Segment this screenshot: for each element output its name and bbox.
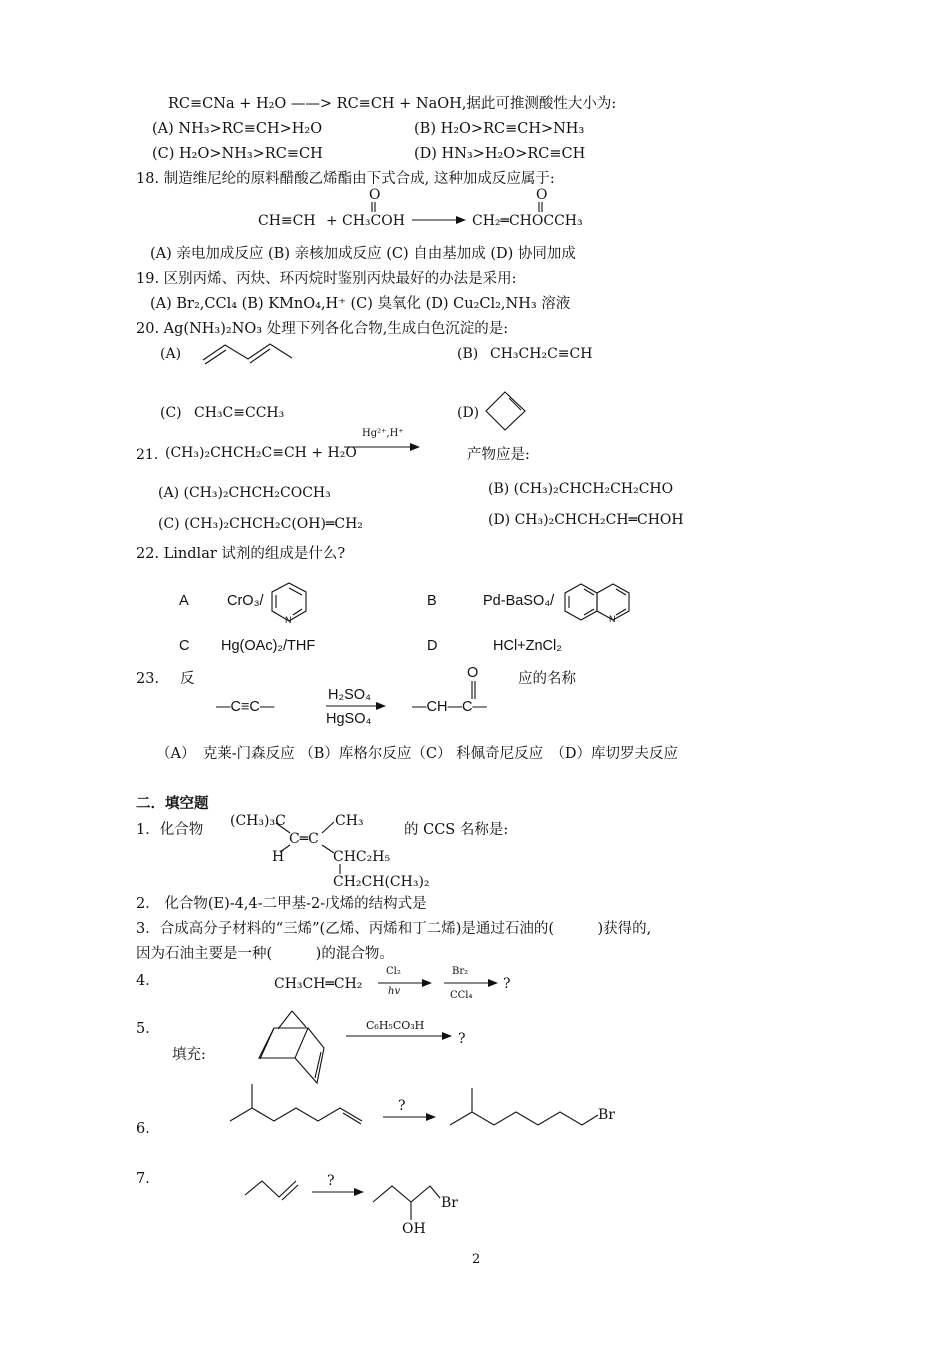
page-number: 2	[472, 1252, 481, 1267]
s2-q7-label: 7．	[136, 1171, 160, 1187]
q20-a-diene-structure	[203, 344, 292, 364]
q22-quinoline-structure	[565, 584, 629, 624]
q22-b-label: B	[427, 593, 437, 609]
s2-q6-reactant-structure	[230, 1084, 362, 1124]
q19-options: (A) Br₂,CCl₄ (B) KMnO₄,H⁺ (C) 臭氧化 (D) Cu₂Cl₂,NH₃ 溶液	[150, 296, 571, 312]
q22-quinoline-n: N	[609, 614, 616, 624]
q22-a-label: A	[179, 593, 189, 609]
s2-q1-bl: H	[272, 849, 285, 865]
s2-q4-question-mark: ?	[503, 976, 511, 992]
q23-carbonyl-bond	[472, 681, 475, 699]
q23-number: 23.	[136, 671, 160, 687]
s2-q1-structure-bonds	[276, 822, 340, 874]
q22-pyridine-n: N	[285, 615, 292, 625]
s2-q1-tr: CH₃	[335, 813, 364, 829]
s2-q4-r1-bottom: hv	[388, 986, 401, 997]
s2-q1-center: C═C	[289, 831, 319, 847]
q23-word2: 应的名称	[518, 671, 576, 687]
s2-q4-label: 4．	[136, 973, 160, 989]
s2-q4-reactant: CH₃CH═CH₂	[274, 976, 363, 992]
q21-number: 21.	[136, 447, 159, 463]
q18-carbonyl-o2: O	[536, 187, 548, 203]
s2-q5-reagent: C₆H₅CO₃H	[366, 1019, 425, 1032]
q20-c-text: CH₃C≡CCH₃	[194, 405, 285, 421]
q18-plus: +	[326, 213, 338, 229]
q23-options: （A） 克莱-门森反应 （B）库格尔反应（C） 科佩奇尼反应 （D）库切罗夫反应	[156, 746, 678, 762]
s2-q4-r1-top: Cl₂	[386, 966, 401, 977]
q18-carbonyl-bonds	[372, 202, 542, 212]
q18-options: (A) 亲电加成反应 (B) 亲核加成反应 (C) 自由基加成 (D) 协同加成	[150, 246, 576, 262]
s2-q1-bottom: CH₂CH(CH₃)₂	[333, 874, 430, 890]
q23-product: —CH—C—	[412, 699, 487, 715]
s2-q7-br: Br	[441, 1195, 458, 1211]
q17-option-d: (D) HN₃>H₂O>RC≡CH	[414, 146, 586, 162]
q22-a-text: CrO₃/	[227, 593, 264, 609]
q20-b-text: CH₃CH₂C≡CH	[490, 346, 593, 362]
s2-q6-reagent: ?	[398, 1098, 406, 1114]
q20-d-label: (D)	[457, 405, 480, 421]
q18-acetic-acid: CH₃COH	[342, 213, 405, 229]
q20-question: 20. Ag(NH₃)₂NO₃ 处理下列各化合物,生成白色沉淀的是:	[136, 321, 509, 337]
q18-question: 18. 制造维尼纶的原料醋酸乙烯酯由下式合成, 这种加成反应属于:	[136, 171, 555, 187]
s2-q1-label: 1．化合物	[136, 822, 204, 838]
q23-reagent-top: H₂SO₄	[328, 687, 371, 703]
q22-d-label: D	[427, 638, 438, 654]
s2-q5-norbornene-structure	[259, 1011, 324, 1083]
q18-arrow	[412, 216, 466, 224]
s2-q6-br: Br	[598, 1107, 615, 1123]
q18-acetylene: CH≡CH	[258, 213, 316, 229]
q17-equation: RC≡CNa + H₂O ——> RC≡CH + NaOH,据此可推测酸性大小为:	[168, 96, 617, 112]
q21-reactant: (CH₃)₂CHCH₂C≡CH + H₂O	[165, 445, 357, 461]
q23-reactant: —C≡C—	[216, 699, 275, 715]
s2-q7-reactant-structure	[245, 1181, 298, 1200]
s2-q7-product-structure	[373, 1186, 440, 1220]
q19-question: 19. 区别丙烯、丙炔、环丙烷时鉴别丙炔最好的办法是采用:	[136, 271, 517, 287]
s2-q7-arrow	[312, 1188, 364, 1196]
q21-catalyst: Hg²⁺,H⁺	[362, 428, 404, 439]
q22-c-label: C	[179, 638, 190, 654]
q21-tail: 产物应是:	[467, 447, 530, 463]
q21-option-d: (D) CH₃)₂CHCH₂CH═CHOH	[488, 512, 684, 528]
q23-arrow	[326, 702, 386, 710]
q20-c-label: (C)	[160, 405, 182, 421]
s2-q3-line1: 3．合成高分子材料的“三烯”(乙烯、丙烯和丁二烯)是通过石油的( )获得的,	[136, 921, 652, 937]
s2-q5-sub: 填充:	[172, 1047, 206, 1063]
section2-heading: 二．填空题	[136, 795, 209, 812]
q17-option-c: (C) H₂O>NH₃>RC≡CH	[152, 146, 323, 162]
q22-c-text: Hg(OAc)₂/THF	[221, 638, 316, 654]
s2-q2: 2． 化合物(E)-4,4-二甲基-2-戊烯的结构式是	[136, 896, 427, 912]
s2-q1-br: CHC₂H₅	[333, 849, 391, 865]
q23-word1: 反	[180, 671, 195, 687]
q17-option-a: (A) NH₃>RC≡CH>H₂O	[152, 121, 323, 137]
q22-d-text: HCl+ZnCl₂	[493, 638, 562, 654]
s2-q4-r2-top: Br₂	[452, 966, 469, 977]
q22-pyridine-structure	[272, 583, 306, 625]
q21-arrow	[344, 443, 420, 451]
q23-product-o: O	[467, 665, 479, 681]
s2-q5-arrow	[346, 1032, 452, 1040]
s2-q1-tail: 的 CCS 名称是:	[404, 822, 509, 838]
s2-q5-label: 5．	[136, 1021, 160, 1037]
s2-q4-arrows	[378, 979, 498, 987]
q23-reagent-bottom: HgSO₄	[326, 711, 372, 727]
q21-option-c: (C) (CH₃)₂CHCH₂C(OH)═CH₂	[158, 516, 363, 532]
q18-product: CH₂═CHOCCH₃	[472, 213, 583, 229]
s2-q4-r2-bottom: CCl₄	[450, 990, 473, 1001]
s2-q6-arrow	[383, 1113, 436, 1121]
q22-b-text: Pd-BaSO₄/	[483, 593, 555, 609]
q20-b-label: (B)	[457, 346, 479, 362]
s2-q6-product-structure	[450, 1088, 598, 1125]
s2-q7-oh: OH	[402, 1221, 426, 1237]
q17-option-b: (B) H₂O>RC≡CH>NH₃	[414, 121, 585, 137]
s2-q1-tl: (CH₃)₃C	[230, 813, 286, 829]
q18-carbonyl-o1: O	[369, 187, 381, 203]
s2-q6-label: 6．	[136, 1121, 160, 1137]
s2-q7-reagent: ?	[327, 1173, 335, 1189]
q20-d-cyclobutene-structure	[486, 392, 525, 430]
s2-q5-question-mark: ?	[458, 1031, 466, 1047]
q21-option-b: (B) (CH₃)₂CHCH₂CH₂CHO	[488, 481, 674, 497]
s2-q3-line2: 因为石油主要是一种( )的混合物。	[136, 946, 394, 962]
q20-a-label: (A)	[160, 346, 182, 362]
q21-option-a: (A) (CH₃)₂CHCH₂COCH₃	[158, 485, 331, 501]
q22-question: 22. Lindlar 试剂的组成是什么?	[136, 546, 346, 562]
